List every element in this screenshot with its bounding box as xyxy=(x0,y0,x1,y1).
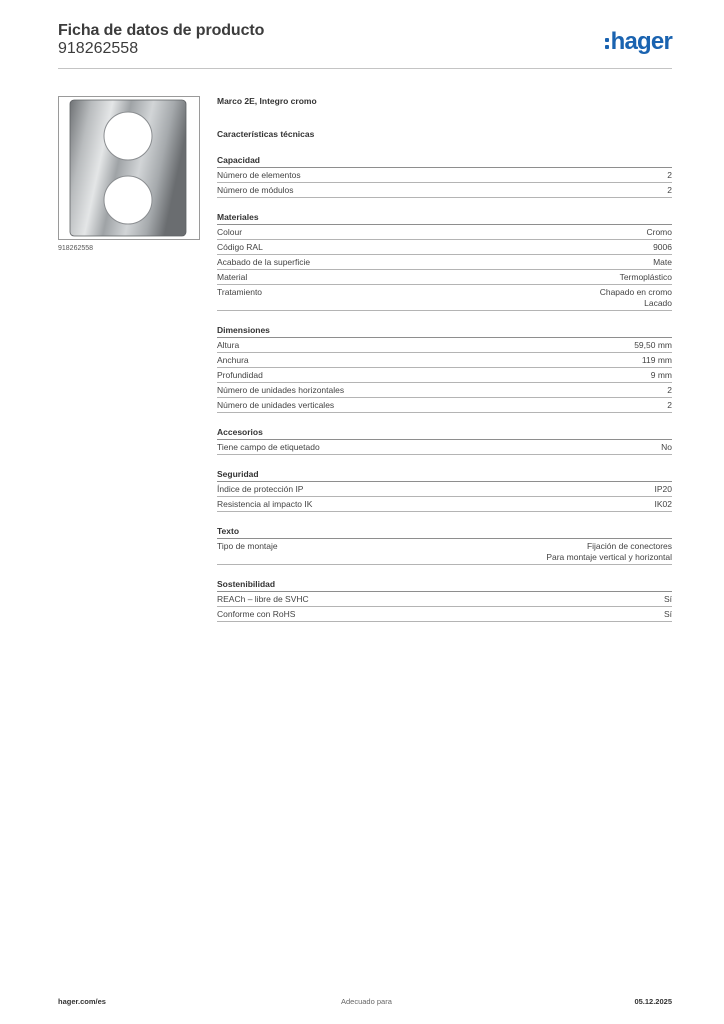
spec-label: Altura xyxy=(217,340,240,350)
footer-date: 05.12.2025 xyxy=(634,997,672,1006)
spec-value xyxy=(653,257,672,268)
spec-value-line: 2 xyxy=(667,170,672,180)
spec-value xyxy=(655,484,673,495)
spec-label: Número de unidades verticales xyxy=(217,400,335,410)
product-name: Marco 2E, Integro cromo xyxy=(217,96,317,106)
spec-value xyxy=(655,499,673,510)
spec-value-line: IP20 xyxy=(654,484,672,494)
spec-label: Número de unidades horizontales xyxy=(217,385,345,395)
spec-value-line: Sí xyxy=(663,594,672,604)
spec-row xyxy=(217,368,672,383)
spec-value xyxy=(620,272,672,283)
footer-center-text: Adecuado para xyxy=(341,997,392,1006)
section-title: Accesorios xyxy=(217,427,672,440)
spec-row xyxy=(217,398,672,413)
product-image xyxy=(58,96,200,240)
spec-value-line: Lacado xyxy=(644,298,672,308)
spec-value xyxy=(651,370,672,381)
spec-row xyxy=(217,168,672,183)
spec-row xyxy=(217,539,672,565)
spec-value-line: Chapado en cromo xyxy=(599,287,672,297)
spec-row xyxy=(217,383,672,398)
spec-value-line: No xyxy=(661,442,672,452)
spec-row xyxy=(217,592,672,607)
spec-value-line: Cromo xyxy=(646,227,672,237)
spec-row xyxy=(217,440,672,455)
spec-label: Material xyxy=(217,272,248,282)
spec-row xyxy=(217,497,672,512)
spec-value-line: Fijación de conectores xyxy=(586,541,672,551)
logo-text: hager xyxy=(610,28,672,55)
spec-section xyxy=(217,526,672,565)
section-title: Seguridad xyxy=(217,469,672,482)
spec-section xyxy=(217,325,672,413)
spec-value-line: 2 xyxy=(667,400,672,410)
spec-value xyxy=(664,609,672,620)
spec-label: Tratamiento xyxy=(217,287,263,297)
spec-value xyxy=(546,541,672,563)
spec-label: Código RAL xyxy=(217,242,263,252)
footer-website: hager.com/es xyxy=(58,997,106,1006)
image-caption: 918262558 xyxy=(58,245,94,252)
spec-value-line: Mate xyxy=(653,257,672,267)
page-header xyxy=(58,22,672,69)
spec-section xyxy=(217,212,672,311)
spec-section xyxy=(217,579,672,622)
spec-section xyxy=(217,427,672,455)
spec-value xyxy=(667,185,672,196)
spec-value xyxy=(661,442,672,453)
spec-label: Número de elementos xyxy=(217,170,301,180)
spec-value xyxy=(600,287,672,309)
spec-sections xyxy=(217,155,672,622)
spec-label: Resistencia al impacto IK xyxy=(217,499,313,509)
spec-label: Tiene campo de etiquetado xyxy=(217,442,320,452)
section-title: Materiales xyxy=(217,212,672,225)
spec-row xyxy=(217,183,672,198)
spec-label: Tipo de montaje xyxy=(217,541,278,551)
spec-value-line: 119 mm xyxy=(641,355,672,365)
spec-value-line: 2 xyxy=(667,385,672,395)
spec-row xyxy=(217,255,672,270)
hager-logo xyxy=(605,28,672,56)
spec-value xyxy=(653,242,672,253)
spec-value xyxy=(646,227,672,238)
spec-value-line: 9006 xyxy=(653,242,672,252)
spec-value xyxy=(667,385,672,396)
spec-row xyxy=(217,353,672,368)
logo-dots-icon xyxy=(605,38,609,49)
spec-row xyxy=(217,270,672,285)
spec-value-line: Sí xyxy=(663,609,672,619)
spec-value xyxy=(634,340,672,351)
section-title: Texto xyxy=(217,526,672,539)
spec-label: Conforme con RoHS xyxy=(217,609,296,619)
spec-value xyxy=(664,594,672,605)
spec-row xyxy=(217,607,672,622)
spec-section xyxy=(217,155,672,198)
spec-value-line: Para montaje vertical y horizontal xyxy=(546,552,672,562)
spec-row xyxy=(217,225,672,240)
double-frame-chrome-icon xyxy=(59,97,199,239)
spec-value-line: 59,50 mm xyxy=(634,340,672,350)
spec-label: Índice de protección IP xyxy=(217,484,304,494)
spec-value xyxy=(667,170,672,181)
characteristics-heading: Características técnicas xyxy=(217,129,315,139)
spec-row xyxy=(217,240,672,255)
spec-label: Acabado de la superficie xyxy=(217,257,311,267)
spec-section xyxy=(217,469,672,512)
spec-value-line: 2 xyxy=(667,185,672,195)
spec-row xyxy=(217,338,672,353)
spec-label: Anchura xyxy=(217,355,249,365)
spec-value-line: Termoplástico xyxy=(619,272,672,282)
product-code: 918262558 xyxy=(58,40,139,57)
spec-value xyxy=(642,355,672,366)
spec-label: Colour xyxy=(217,227,243,237)
document-title: Ficha de datos de producto xyxy=(58,22,265,39)
spec-value xyxy=(667,400,672,411)
spec-label: Número de módulos xyxy=(217,185,294,195)
spec-label: Profundidad xyxy=(217,370,263,380)
section-title: Capacidad xyxy=(217,155,672,168)
spec-content xyxy=(217,96,672,622)
spec-value-line: 9 mm xyxy=(650,370,672,380)
section-title: Dimensiones xyxy=(217,325,672,338)
spec-row xyxy=(217,482,672,497)
spec-row xyxy=(217,285,672,311)
spec-value-line: IK02 xyxy=(654,499,672,509)
section-title: Sostenibilidad xyxy=(217,579,672,592)
spec-label: REACh – libre de SVHC xyxy=(217,594,309,604)
